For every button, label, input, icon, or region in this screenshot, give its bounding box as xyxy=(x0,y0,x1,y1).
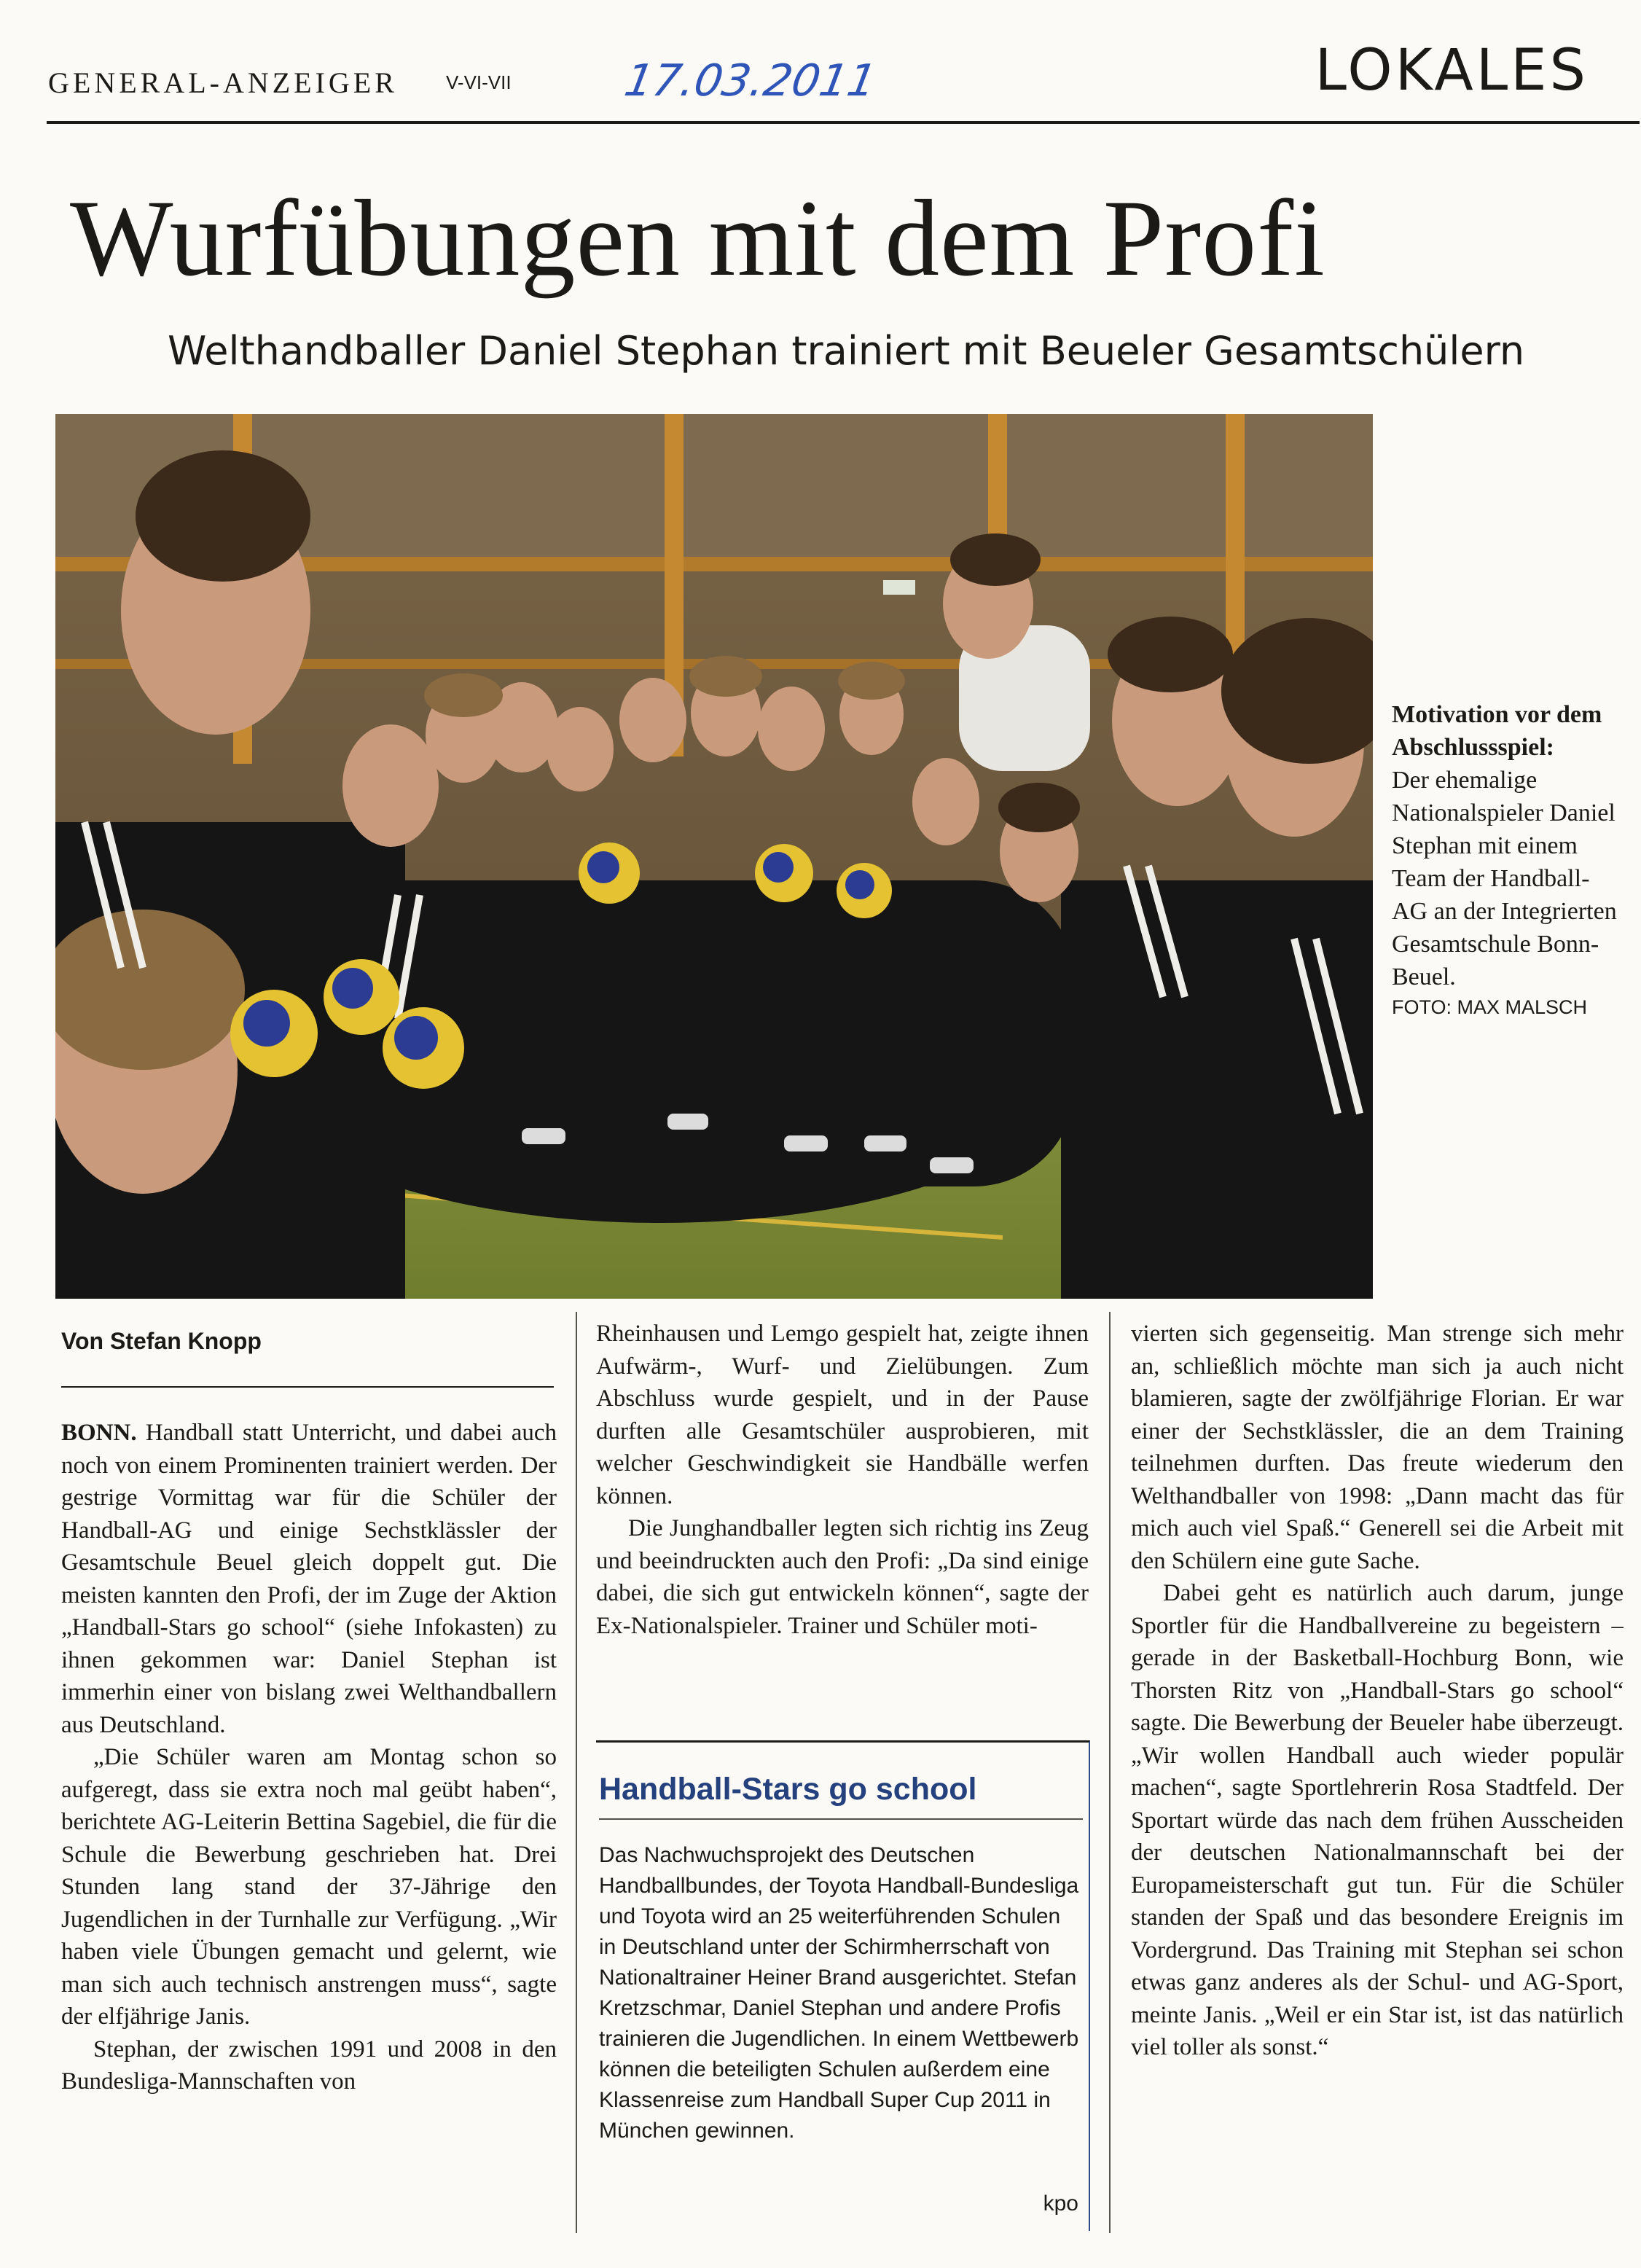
masthead-rule xyxy=(47,121,1640,124)
gym-team-photo xyxy=(55,414,1373,1299)
subheadline: Welthandballer Daniel Stephan trainiert mit Beueler Gesamtschülern xyxy=(168,328,1525,374)
article-column-1 xyxy=(61,1417,557,2233)
caption-title: Motivation vor dem Abschlussspiel: xyxy=(1392,701,1602,761)
infobox-rule xyxy=(599,1818,1083,1820)
article-paragraph: vierten sich gegenseitig. Man strenge sich mehr an, schließlich möchte man sich ja auch nicht blamieren, sagte der zwölfjährige Florian. Er war einer der Sechstklässler, die an dem Training teilnehmen durften. Das freute wiederum den Welthandballer von 1998: „Dann macht das für mich auch viel Spaß.“ Generell sei die Arbeit mit den Schülern eine gute Sache. xyxy=(1131,1321,1624,1574)
caption-text: Der ehemalige Nationalspieler Daniel Stephan mit einem Team der Handball-AG an der Integrierten Gesamtschule Bonn-Beuel. xyxy=(1392,767,1617,990)
article-paragraph: „Die Schüler waren am Montag schon so aufgeregt, dass sie extra noch mal geübt haben“, berichtete AG-Leiterin Bettina Sagebiel, die für die Schule die Bewerbung geschrieben hat. Drei Stunden lang stand der 37-Jährige den Jugendlichen in der Turnhalle zur Verfügung. „Wir haben viele Übungen gemacht und gelernt, wie man sich auch technisch anstrengen muss“, sagte der elfjährige Janis. xyxy=(61,1744,557,2030)
handwritten-date: 17.03.2011 xyxy=(620,55,880,106)
dateline: BONN. xyxy=(61,1420,137,1446)
column-divider xyxy=(1109,1312,1111,2233)
infobox-body: Das Nachwuchsprojekt des Deutschen Handballbundes, der Toyota Handball-Bundesliga und Toyota wird an 25 weiterführenden Schulen in Deutschland unter der Schirmherrschaft von Nationaltrainer Heiner Brand ausgerichtet. Stefan Kretzschmar, Daniel Stephan und andere Profis trainieren die Jugendlichen. In einem Wettbewerb können die beteiligten Schulen außerdem eine Klassenreise zum Handball Super Cup 2011 in München gewinnen. xyxy=(599,1843,1079,2143)
newspaper-name: GENERAL-ANZEIGER xyxy=(48,66,398,99)
article-paragraph: Stephan, der zwischen 1991 und 2008 in den Bundesliga-Mannschaften von xyxy=(61,2036,557,2095)
infobox-signature: kpo xyxy=(1043,2191,1078,2216)
article-paragraph xyxy=(61,1417,557,1741)
section-label: LOKALES xyxy=(1315,38,1589,103)
headline: Wurfübungen mit dem Profi xyxy=(70,178,1325,299)
infobox-title: Handball-Stars go school xyxy=(599,1772,977,1807)
edition-code: V-VI-VII xyxy=(446,71,512,93)
masthead xyxy=(47,38,1597,120)
author-byline: Von Stefan Knopp xyxy=(61,1328,262,1354)
photo-caption xyxy=(1392,698,1625,1021)
article-paragraph: Rheinhausen und Lemgo gespielt hat, zeigte ihnen Aufwärm-, Wurf- und Zielübungen. Zum Abschluss wurde gespielt, und in der Pause durften alle Gesamtschüler ausprobieren, mit welcher Geschwindigkeit sie Handbälle werfen können. xyxy=(596,1321,1089,1509)
byline-rule xyxy=(61,1386,554,1388)
photo-credit: FOTO: MAX MALSCH xyxy=(1392,996,1588,1018)
paragraph-text: Handball statt Unterricht, und dabei auch noch von einem Prominenten trainiert werden. Der gestrige Vormittag war für die Schüler der Handball-AG und einige Sechstklässler der Gesamtschule Beuel gleich doppelt gut. Die meisten kannten den Profi, der im Zuge der Aktion „Handball-Stars go school“ (siehe Infokasten) zu ihnen gekommen war: Daniel Stephan ist immerhin einer von bislang zwei Welthandballern aus Deutschland. xyxy=(61,1420,557,1738)
article-photo xyxy=(55,414,1373,1299)
article-column-3 xyxy=(1131,1318,1624,2214)
infobox xyxy=(596,1740,1090,2231)
article-column-2 xyxy=(596,1318,1089,1711)
article-paragraph: Die Junghandballer legten sich richtig ins Zeug und beeindruckten auch den Profi: „Da sind einige dabei, die sich gut entwickeln können“, sagte der Ex-Nationalspieler. Trainer und Schüler moti- xyxy=(596,1515,1089,1639)
column-divider xyxy=(576,1312,577,2233)
article-paragraph: Dabei geht es natürlich auch darum, junge Sportler für die Handballvereine zu begeistern – gerade in der Basketball-Hochburg Bonn, wie Thorsten Ritz von „Handball-Stars go school“ sagte. Die Bewerbung der Beueler habe überzeugt. „Wir wollen Handball auch wieder populär machen“, sagte Sportlehrerin Rosa Stadtfeld. Der Sportart würde das nach dem frühen Ausscheiden der deutschen Nationalmannschaft bei der Europameisterschaft gut tun. Für die Schüler standen der Spaß und das besondere Ereignis im Vordergrund. Das Training mit Stephan sei schon etwas ganz anderes als der Schul- und AG-Sport, meinte Janis. „Weil er ein Star ist, ist das natürlich viel toller als sonst.“ xyxy=(1131,1580,1624,2060)
